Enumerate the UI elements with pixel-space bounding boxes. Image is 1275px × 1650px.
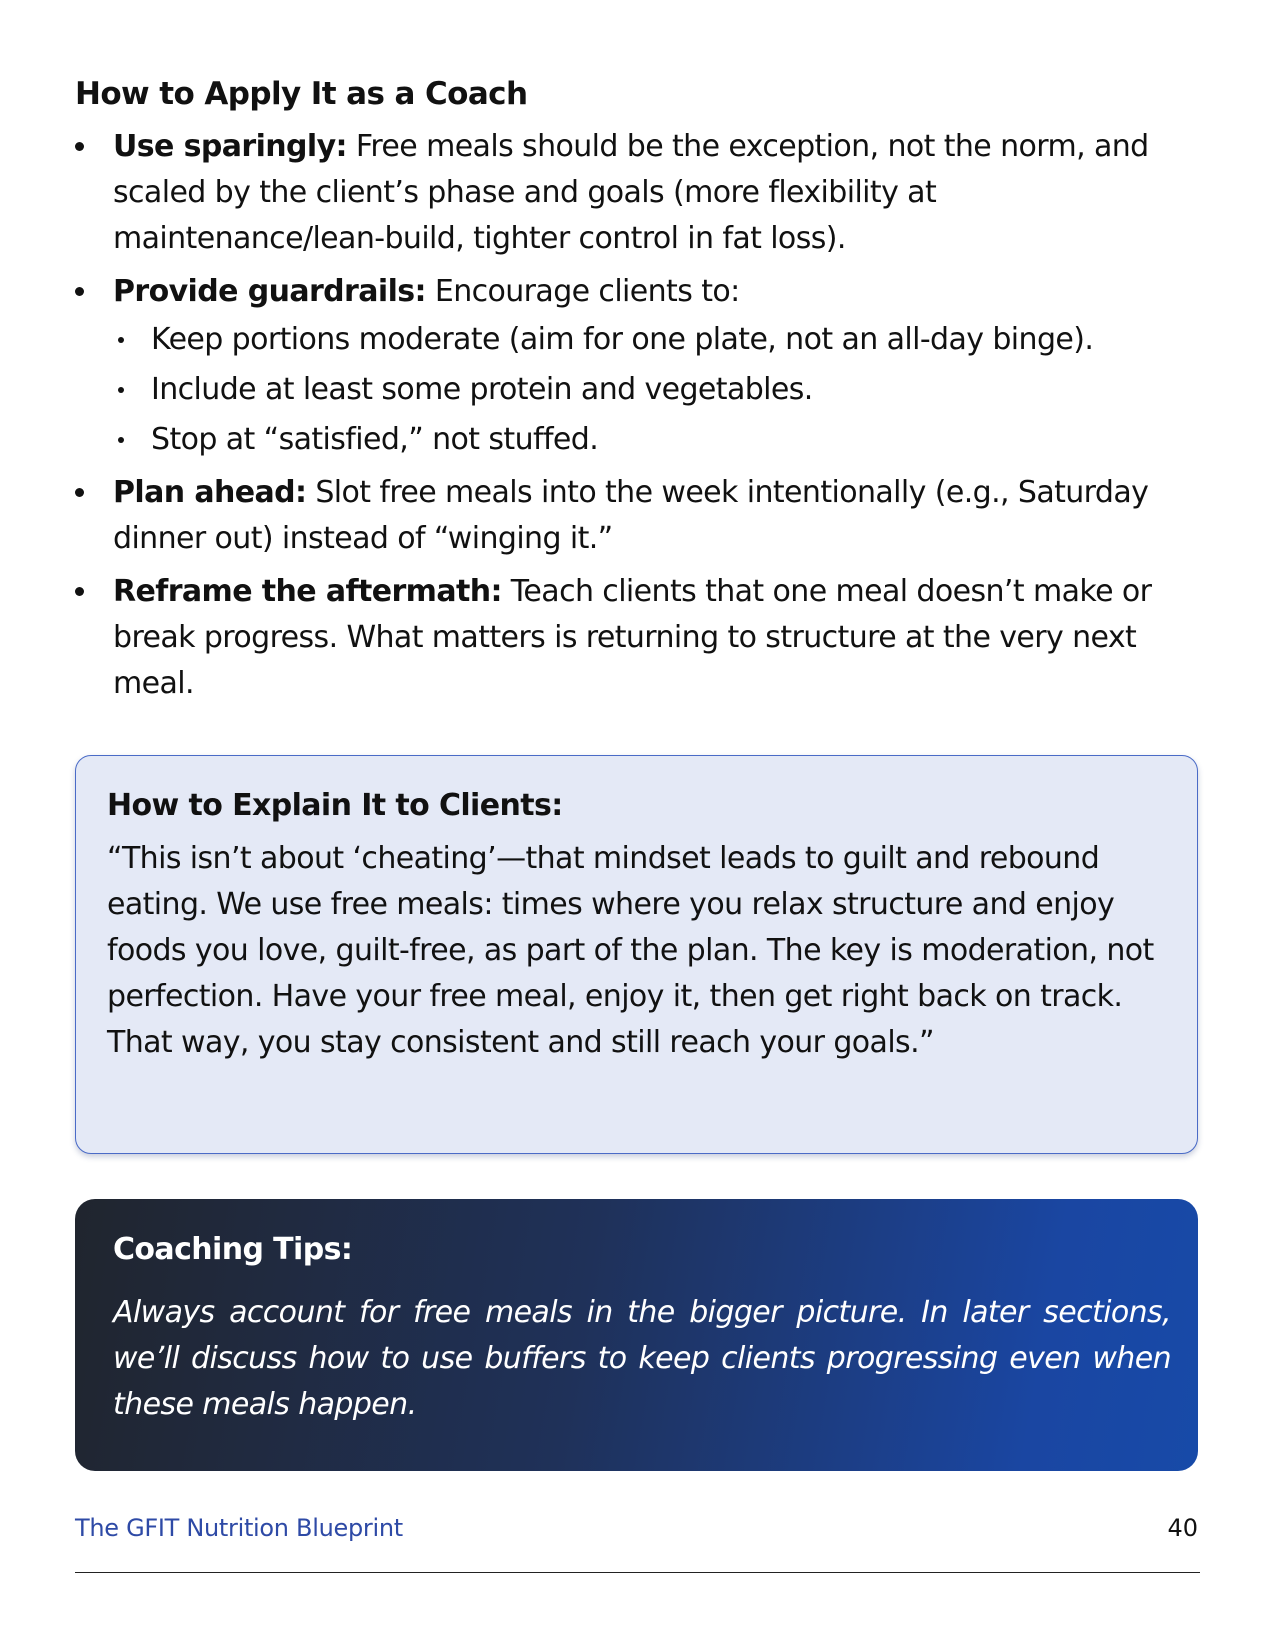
bullet-item-reframe-aftermath [75, 569, 1200, 707]
callout-title: How to Explain It to Clients: [107, 788, 563, 823]
bullet-item-use-sparingly [75, 124, 1200, 262]
bullet-dot [75, 142, 84, 151]
page-number: 40 [1167, 1514, 1198, 1542]
page [75, 0, 1200, 1650]
bullet-label: Plan ahead: [113, 475, 307, 510]
bullet-dot [75, 287, 84, 296]
sub-bullet-item [113, 317, 1200, 363]
bullet-item-plan-ahead [75, 470, 1200, 562]
sub-bullet-dot [118, 337, 124, 343]
bullet-text: Slot free meals into the week intentionally (e.g., Saturday dinner out) instead of “winging it.” [113, 475, 1149, 556]
bullet-text: Free meals should be the exception, not the norm, and scaled by the client’s phase and goals (more flexibility at maintenance/lean-build, tighter control in fat loss). [113, 129, 1149, 256]
footer-book-title: The GFIT Nutrition Blueprint [75, 1514, 403, 1542]
tips-body: Always account for free meals in the bigger picture. In later sections, we’ll discuss how to use buffers to keep clients progressing even when these meals happen. [113, 1295, 1171, 1422]
sub-bullet-item [113, 367, 1200, 413]
bullet-label: Use sparingly: [113, 129, 347, 164]
sub-bullet-text: Stop at “satisfied,” not stuffed. [151, 422, 599, 457]
bullet-text: Teach clients that one meal doesn’t make or break progress. What matters is returning to structure at the very next meal. [113, 574, 1152, 701]
callout-body: “This isn’t about ‘cheating’—that mindset leads to guilt and rebound eating. We use free meals: times where you relax structure and enjoy foods you love, guilt-free, as part of the plan. The key is moderation, not perfection. Have your free meal, enjoy it, then get right back on track. That way, you stay consistent and still reach your goals.” [107, 841, 1154, 1060]
bullet-dot [75, 587, 84, 596]
bullet-dot [75, 488, 84, 497]
coaching-tips-callout [75, 1199, 1198, 1471]
sub-bullet-list [113, 317, 1200, 463]
sub-bullet-text: Keep portions moderate (aim for one plate, not an all-day binge). [151, 322, 1094, 357]
explain-to-clients-callout [75, 755, 1198, 1154]
bullet-item-provide-guardrails [75, 269, 1200, 463]
sub-bullet-text: Include at least some protein and vegetables. [151, 372, 813, 407]
sub-bullet-dot [118, 437, 124, 443]
bullet-label: Reframe the aftermath: [113, 574, 502, 609]
bullet-list [75, 124, 1200, 714]
sub-bullet-dot [118, 387, 124, 393]
bullet-text: Encourage clients to: [425, 274, 740, 309]
bullet-label: Provide guardrails: [113, 274, 426, 309]
tips-title: Coaching Tips: [113, 1232, 353, 1267]
footer-divider [75, 1572, 1200, 1573]
section-title: How to Apply It as a Coach [75, 76, 528, 112]
sub-bullet-item [113, 417, 1200, 463]
